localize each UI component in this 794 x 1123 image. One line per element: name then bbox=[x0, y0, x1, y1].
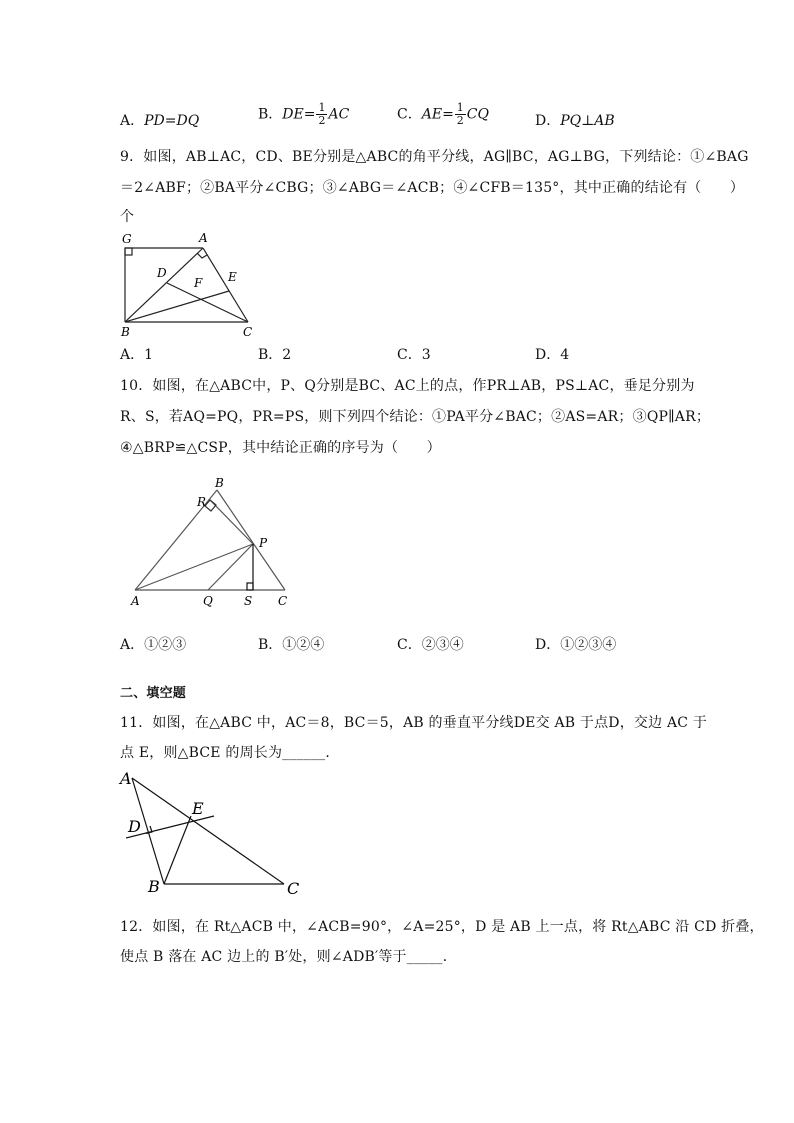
q11-question-line-1: 11．如图，在△ABC 中，AC＝8，BC＝5，AB 的垂直平分线DE交 AB 于点D，交边 AC 于 bbox=[120, 715, 708, 731]
label-s: S bbox=[244, 594, 253, 608]
right-angle-mark-g bbox=[125, 248, 132, 255]
segment-be bbox=[164, 816, 191, 884]
label-g: G bbox=[122, 232, 132, 246]
q10-option-d: D．①②③④ bbox=[535, 637, 617, 653]
label-e: E bbox=[192, 799, 204, 818]
fraction-one-half: $\frac{1}{2}$ bbox=[318, 101, 326, 127]
q11-question-line-2: 点 E，则△BCE 的周长为______． bbox=[120, 745, 340, 761]
q8-option-d: D．PQ⊥AB bbox=[535, 113, 615, 129]
q9-question-line-2: ＝2∠ABF；②BA平分∠CBG；③∠ABG＝∠ACB；④∠CFB＝135°，其中正确的结论有（ ） bbox=[120, 180, 745, 196]
fraction-one-half: $\frac{1}{2}$ bbox=[456, 101, 464, 127]
q10-question-line-2: R、S，若AQ=PQ，PR=PS，则下列四个结论：①PA平分∠BAC；②AS=AR；③QP∥AR； bbox=[120, 409, 711, 425]
label-q: Q bbox=[203, 594, 213, 608]
label-c: C bbox=[243, 325, 253, 339]
label-e: E bbox=[228, 270, 237, 284]
label-b: B bbox=[148, 877, 160, 896]
label-a: A bbox=[131, 594, 140, 608]
q9-option-d: D．4 bbox=[535, 347, 570, 363]
right-angle-mark-s bbox=[247, 583, 253, 590]
q9-option-c: C．3 bbox=[397, 347, 431, 363]
q10-option-b: B．①②④ bbox=[258, 637, 325, 653]
label-c: C bbox=[278, 594, 288, 608]
q9-option-a: A．1 bbox=[120, 347, 154, 363]
label-b: B bbox=[215, 476, 224, 490]
right-angle-mark-r bbox=[205, 500, 216, 511]
q10-question-line-3: ④△BRP≌△CSP，其中结论正确的序号为（ ） bbox=[120, 440, 441, 456]
label-f: F bbox=[194, 276, 203, 290]
label-p: P bbox=[259, 536, 268, 550]
q10-figure bbox=[120, 470, 300, 615]
q9-figure bbox=[110, 228, 270, 340]
q9-question-line-1: 9．如图，AB⊥AC，CD、BE分别是△ABC的角平分线，AG∥BC，AG⊥BG，下列结论：①∠BAG bbox=[120, 149, 749, 165]
label-r: R bbox=[197, 495, 207, 509]
q10-option-c: C．②③④ bbox=[397, 637, 464, 653]
q11-figure bbox=[112, 766, 312, 898]
label-c: C bbox=[287, 879, 300, 898]
label-d: D bbox=[128, 817, 141, 836]
q8-option-a: A．PD=DQ bbox=[120, 113, 200, 129]
q10-question-line-1: 10．如图，在△ABC中，P、Q分别是BC、AC上的点，作PR⊥AB，PS⊥AC，垂足分别为 bbox=[120, 378, 695, 394]
q12-question-line-2: 使点 B 落在 AC 边上的 B′处，则∠ADB′等于_____． bbox=[120, 949, 457, 965]
q8-option-c: C．AE= $\frac{1}{2}$ CQ bbox=[397, 101, 489, 127]
q8-option-b: B．DE= $\frac{1}{2}$ AC bbox=[258, 101, 350, 127]
segment-pr bbox=[210, 500, 253, 544]
label-b: B bbox=[121, 325, 130, 339]
label-a: A bbox=[120, 769, 132, 788]
segment-qp bbox=[208, 544, 253, 590]
right-angle-mark-a bbox=[197, 253, 207, 258]
q12-question-line-1: 12．如图，在 Rt△ACB 中，∠ACB=90°，∠A=25°，D 是 AB 上一点，将 Rt△ABC 沿 CD 折叠， bbox=[120, 919, 764, 935]
section-title-fill-in: 二、填空题 bbox=[120, 686, 187, 701]
segment-bc bbox=[217, 490, 285, 590]
q10-option-a: A．①②③ bbox=[120, 637, 187, 653]
q9-option-b: B．2 bbox=[258, 347, 292, 363]
label-a: A bbox=[199, 231, 208, 245]
segment-ap bbox=[135, 544, 253, 590]
label-d: D bbox=[157, 266, 167, 280]
q9-question-line-3: 个 bbox=[120, 209, 135, 225]
